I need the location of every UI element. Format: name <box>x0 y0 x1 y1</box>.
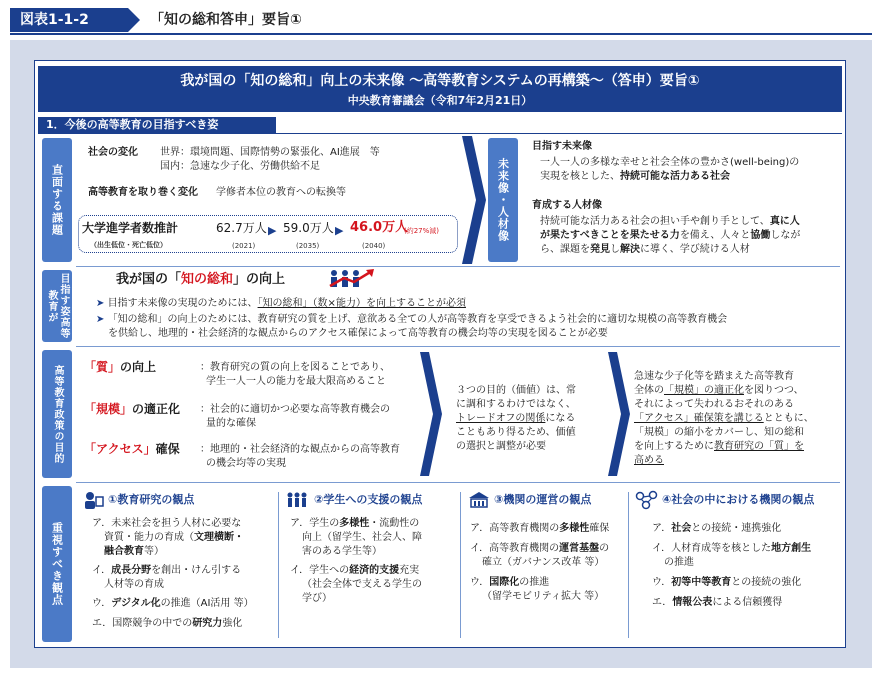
vp1-item-a-3: 融合教育等） <box>104 546 164 557</box>
viewpoint-1-heading: ①教育研究の観点 <box>108 493 195 506</box>
vp1-item-c: ウ．デジタル化の推進（AI活用 等） <box>92 598 254 609</box>
vp2-item-b-3: 学び） <box>302 593 332 604</box>
scale-title: 「規模」の適正化 <box>84 402 181 416</box>
society-line-2: 実現を核とした、持続可能な活力ある社会 <box>540 171 730 182</box>
tradeoff-line-4: こともあり得るため、価値 <box>456 427 576 438</box>
vp3-item-b-1: イ．高等教育機関の運営基盤の <box>470 543 610 554</box>
quality-line-1: ：教育研究の質の向上を図ることであり、 <box>200 362 390 373</box>
vp2-item-a-1: ア．学生の多様性・流動性の <box>290 518 420 529</box>
enrollment-note: （出生低位・死亡低位） <box>90 241 167 249</box>
vp4-item-c: ウ．初等中等教育との接続の強化 <box>652 577 802 588</box>
vp4-item-d: エ．情報公表による信頼獲得 <box>652 597 783 608</box>
goal-title: 我が国の「知の総和」の向上 <box>116 272 286 287</box>
approach-line-6: を向上するために教育研究の「質」を <box>634 441 804 452</box>
approach-line-7: 高める <box>634 455 664 466</box>
row-divider <box>76 482 840 483</box>
society-heading: 目指す未来像 <box>532 141 592 152</box>
enrollment-label: 大学進学者数推計 <box>82 221 179 235</box>
decrease-rate: (約27%減) <box>404 227 440 235</box>
chevron-right-icon <box>462 136 486 264</box>
vp2-item-a-2: 向上（留学生、社会人、障 <box>302 532 422 543</box>
approach-line-1: 急速な少子化等を踏まえた高等教育 <box>634 371 794 382</box>
talent-line-3: ら、課題を発見し解決に導く、学び続ける人材 <box>540 244 750 255</box>
teacher-icon <box>84 491 104 509</box>
enrollment-2040: 46.0万人 <box>350 220 409 235</box>
goal-label: 目指す姿高等教育が <box>42 270 72 342</box>
column-divider <box>628 492 629 638</box>
summary-banner <box>38 66 842 112</box>
banner-subtitle: 中央教育審議会（令和7年2月21日） <box>347 94 533 107</box>
vp1-item-b-2: 人材等の育成 <box>104 579 164 590</box>
surround-label: 高等教育を取り巻く変化 <box>88 187 198 198</box>
arrow-right-icon: ▶ <box>268 224 277 237</box>
goal-line-2: ➤ 「知の総和」の向上のためには、教育研究の質を上げ、意欲ある全ての人が高等教育を享受できるよう社会的に適切な規模の高等教育機会 <box>96 314 728 325</box>
viewpoint-4-heading: ④社会の中における機関の観点 <box>662 493 815 506</box>
vp3-item-a: ア．高等教育機関の多様性確保 <box>470 523 610 534</box>
quality-title: 「質」の向上 <box>84 360 157 374</box>
building-icon <box>468 491 490 509</box>
viewpoint-3-heading: ③機関の運営の観点 <box>494 493 592 506</box>
figure-number-tag: 図表1-1-2 <box>10 8 128 32</box>
vp3-item-c-2: （留学モビリティ拡大 等） <box>482 591 605 602</box>
scale-line-1: ：社会的に適切かつ必要な高等教育機会の <box>200 404 390 415</box>
chevron-right-icon <box>608 352 630 476</box>
approach-line-2: 全体の「規模」の適正化を図りつつ、 <box>634 385 804 396</box>
talent-line-2: が果たすべきことを果たせる力を備え、人々と協働しなが <box>540 230 801 241</box>
tradeoff-line-5: の選択と調整が必要 <box>456 441 546 452</box>
tradeoff-line-1: ３つの目的（価値）は、常 <box>456 385 576 396</box>
viewpoint-2-heading: ②学生への支援の観点 <box>314 493 423 506</box>
access-line-2: の機会均等の実現 <box>206 458 286 469</box>
students-icon <box>286 492 312 508</box>
column-divider <box>460 492 461 638</box>
year-2035: (2035) <box>296 242 320 250</box>
issues-label: 直面する課題 <box>42 138 72 262</box>
social-change-label: 社会の変化 <box>88 147 138 158</box>
quality-line-2: 学生一人一人の能力を最大限高めること <box>206 376 386 387</box>
access-title: 「アクセス」確保 <box>84 442 180 456</box>
year-2040: (2040) <box>362 242 386 250</box>
vp2-item-b-2: （社会全体で支える学生の <box>302 579 422 590</box>
future-label: 未来像・人材像 <box>488 138 518 262</box>
vp3-item-b-2: 確立（ガバナンス改革 等） <box>482 557 605 568</box>
social-change-domestic: 国内：急速な少子化、労働供給不足 <box>160 161 320 172</box>
row-divider <box>76 346 840 347</box>
access-line-1: ：地理的・社会経済的な観点からの高等教育 <box>200 444 400 455</box>
chevron-right-icon <box>420 352 442 476</box>
talent-line-1: 持続可能な活力ある社会の担い手や創り手として、真に人 <box>540 216 800 227</box>
vp4-item-b-1: イ．人材育成等を核とした地方創生 <box>652 543 812 554</box>
row-divider <box>76 266 840 267</box>
vp2-item-a-3: 害のある学生等） <box>302 546 382 557</box>
policy-label: 高等教育政策の目的 <box>42 350 72 478</box>
approach-line-3: それによって失われるおそれのある <box>634 399 794 410</box>
column-divider <box>278 492 279 638</box>
vp3-item-c-1: ウ．国際化の推進 <box>470 577 550 588</box>
arrow-right-icon: ▶ <box>335 224 344 237</box>
section-heading: 1．今後の高等教育の目指すべき姿 <box>38 117 276 133</box>
goal-line-1: ➤ 目指す未来像の実現のためには、「知の総和」（数×能力）を向上することが必須 <box>96 298 466 309</box>
year-2021: (2021) <box>232 242 256 250</box>
vp4-item-b-2: の推進 <box>664 557 694 568</box>
vp1-item-d: エ．国際競争の中での研究力強化 <box>92 618 243 629</box>
vp2-item-b-1: イ．学生への経済的支援充実 <box>290 565 420 576</box>
scale-line-2: 量的な確保 <box>206 418 256 429</box>
figure-title: 「知の総和答申」要旨① <box>150 12 302 28</box>
approach-line-5: 「規模」の縮小をカバーし、知の総和 <box>634 427 804 438</box>
network-icon <box>634 490 660 510</box>
vp4-item-a: ア．社会との接続・連携強化 <box>652 523 782 534</box>
header-rule <box>10 33 872 35</box>
enrollment-2021: 62.7万人 <box>216 221 267 235</box>
section-rule <box>38 133 842 134</box>
social-change-world: 世界：環境問題、国際情勢の緊張化、AI進展 等 <box>160 147 380 158</box>
enrollment-2035: 59.0万人 <box>283 221 334 235</box>
banner-title: 我が国の「知の総和」向上の未来像 〜高等教育システムの再構築〜（答申）要旨① <box>180 73 700 89</box>
vp1-item-a-1: ア．未来社会を担う人材に必要な <box>92 518 242 529</box>
society-line-1: 一人一人の多様な幸せと社会全体の豊かさ(well-being)の <box>540 157 800 168</box>
goal-line-3: を供給し、地理的・社会経済的な観点からのアクセス確保によって高等教育の機会均等の実現を図ることが必要 <box>108 328 608 339</box>
viewpoints-label: 重視すべき観点 <box>42 486 72 642</box>
people-growth-icon <box>328 268 378 290</box>
tradeoff-line-3: トレードオフの関係になる <box>456 413 576 424</box>
talent-heading: 育成する人材像 <box>532 200 602 211</box>
vp1-item-a-2: 資質・能力の育成（文理横断・ <box>104 532 244 543</box>
surround-text: 学修者本位の教育への転換等 <box>216 187 346 198</box>
tradeoff-line-2: に調和するわけではなく、 <box>456 399 576 410</box>
figure-tag-arrow <box>128 8 140 32</box>
vp1-item-b-1: イ．成長分野を創出・けん引する <box>92 565 242 576</box>
approach-line-4: 「アクセス」確保策を講じるとともに、 <box>634 413 814 424</box>
